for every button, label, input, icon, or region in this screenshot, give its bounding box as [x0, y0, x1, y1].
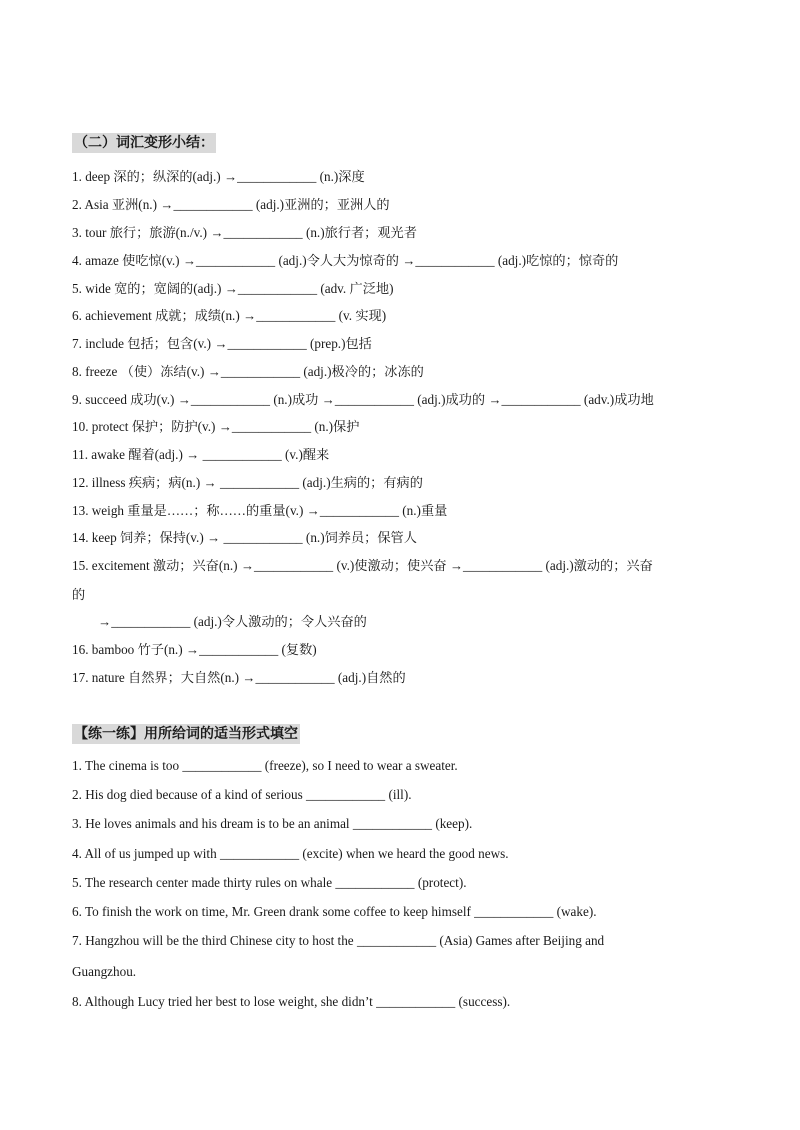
vocab-line-9: 9. succeed 成功(v.) →____________ (n.)成功 →____________ (adj.)成功的 →____________ (adv.)成功地: [72, 392, 654, 407]
vocab-line-15-wrap: 的: [72, 587, 86, 602]
vocab-line-14: 14. keep 饲养；保持(v.) → ____________ (n.)饲养员；保管人: [72, 530, 417, 545]
practice-line-2: 2. His dog died because of a kind of serious ____________ (ill).: [72, 787, 412, 802]
vocab-line-11: 11. awake 醒着(adj.) → ____________ (v.)醒来: [72, 447, 330, 462]
vocab-line-1: 1. deep 深的；纵深的(adj.) →____________ (n.)深度: [72, 169, 365, 184]
vocab-line-3: 3. tour 旅行；旅游(n./v.) →____________ (n.)旅行者；观光者: [72, 225, 417, 240]
practice-line-1: 1. The cinema is too ____________ (freeze), so I need to wear a sweater.: [72, 758, 458, 773]
section-heading-practice: 【练一练】用所给词的适当形式填空: [74, 726, 298, 742]
vocab-line-15: 15. excitement 激动；兴奋(n.) →____________ (v.)使激动；使兴奋 →____________ (adj.)激动的；兴奋: [72, 558, 653, 573]
practice-line-7-cont: Guangzhou.: [72, 964, 137, 979]
vocab-line-2: 2. Asia 亚洲(n.) →____________ (adj.)亚洲的；亚洲人的: [72, 197, 390, 212]
vocab-line-12: 12. illness 疾病；病(n.) → ____________ (adj.)生病的；有病的: [72, 475, 423, 490]
practice-line-5: 5. The research center made thirty rules on whale ____________ (protect).: [72, 875, 467, 890]
vocab-line-5: 5. wide 宽的；宽阔的(adj.) →____________ (adv. 广泛地): [72, 281, 394, 296]
vocab-line-17: 17. nature 自然界；大自然(n.) →____________ (adj.)自然的: [72, 670, 406, 685]
vocab-line-15-cont: →____________ (adj.)令人激动的；令人兴奋的: [98, 614, 367, 629]
vocab-line-13: 13. weigh 重量是……；称……的重量(v.) →____________ (n.)重量: [72, 503, 448, 518]
vocab-line-7: 7. include 包括；包含(v.) →____________ (prep.)包括: [72, 336, 372, 351]
vocab-line-6: 6. achievement 成就；成绩(n.) →____________ (v. 实现): [72, 308, 387, 323]
practice-line-7: 7. Hangzhou will be the third Chinese city to host the ____________ (Asia) Games after Beijing and: [72, 933, 605, 948]
vocab-line-10: 10. protect 保护；防护(v.) →____________ (n.)保护: [72, 419, 360, 434]
vocab-line-4: 4. amaze 使吃惊(v.) →____________ (adj.)令人大为惊奇的 →____________ (adj.)吃惊的；惊奇的: [72, 253, 619, 268]
practice-line-8: 8. Although Lucy tried her best to lose weight, she didn’t ____________ (success).: [72, 994, 511, 1009]
practice-line-4: 4. All of us jumped up with ____________ (excite) when we heard the good news.: [72, 846, 509, 861]
section-heading-vocab: （二）词汇变形小结：: [74, 135, 214, 151]
practice-line-3: 3. He loves animals and his dream is to be an animal ____________ (keep).: [72, 816, 473, 831]
vocab-line-16: 16. bamboo 竹子(n.) →____________ (复数): [72, 642, 317, 657]
practice-line-6: 6. To finish the work on time, Mr. Green drank some coffee to keep himself ____________ (wake).: [72, 904, 597, 919]
vocab-line-8: 8. freeze （使）冻结(v.) →____________ (adj.)极冷的；冰冻的: [72, 364, 424, 379]
